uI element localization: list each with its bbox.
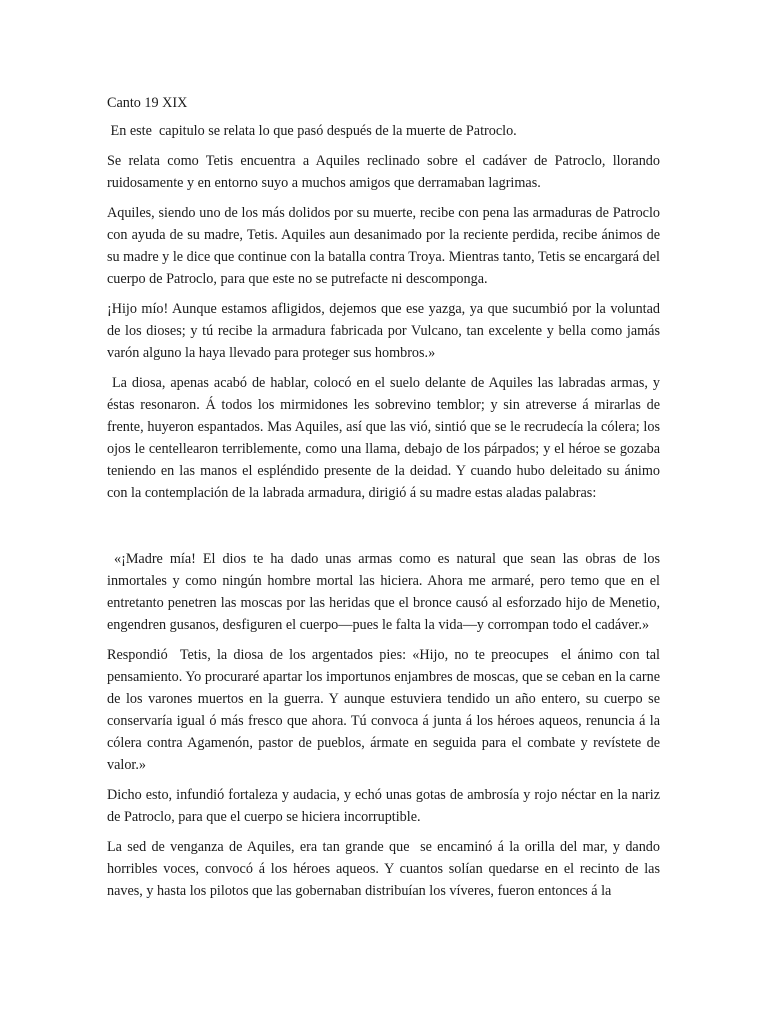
blank-gap — [107, 512, 660, 548]
paragraph-ambrosia: Dicho esto, infundió fortaleza y audacia, y echó unas gotas de ambrosía y rojo néctar en la nariz de Patroclo, para que el cuerpo se hiciera incorruptible. — [107, 787, 664, 825]
paragraph-tetis-reply: Respondió Tetis, la diosa de los argentados pies: «Hijo, no te preocupes el ánimo con tal pensamiento. Yo procuraré apartar los importunos enjambres de moscas, que se ceban en la carne de los varones muertos en la guerra. Y aunque estuviera tendido un año entero, su cuerpo se conservaría igual ó más fresco que ahora. Tú convoca á junta á los héroes aqueos, renuncia á la cólera contra Agamenón, pastor de pueblos, ármate en seguida para el combate y revístete de valor.» — [107, 647, 664, 773]
paragraph-intro: En este capitulo se relata lo que pasó después de la muerte de Patroclo. — [107, 123, 517, 139]
paragraph-aquiles-armor: Aquiles, siendo uno de los más dolidos por su muerte, recibe con pena las armaduras de Patroclo con ayuda de su madre, Tetis. Aquiles aun desanimado por la reciente perdida, recibe ánimos de su madre y le dice que continue con la batalla contra Troya. Mientras tanto, Tetis se encargará del cuerpo de Patroclo, para que este no se putrefacte ni descomponga. — [107, 205, 664, 287]
paragraph-tetis-speech: ¡Hijo mío! Aunque estamos afligidos, dejemos que ese yazga, ya que sucumbió por la voluntad de los dioses; y tú recibe la armadura fabricada por Vulcano, tan excelente y bella como jamás varón alguno la haya llevado para proteger sus hombros.» — [107, 301, 664, 361]
paragraph-aquiles-speech: «¡Madre mía! El dios te ha dado unas armas como es natural que sean las obras de los inmortales y como ningún hombre mortal las hiciera. Ahora me armaré, pero temo que en el entretanto penetren las moscas por las heridas que el bronce causó al esforzado hijo de Menetio, engendren gusanos, desfiguren el cuerpo—pues le falta la vida—y corrompan todo el cadáver.» — [107, 551, 664, 633]
paragraph-tetis-finds-aquiles: Se relata como Tetis encuentra a Aquiles reclinado sobre el cadáver de Patroclo, llorando ruidosamente y en entorno suyo a muchos amigos que derramaban lagrimas. — [107, 153, 664, 191]
document-title: Canto 19 XIX — [107, 95, 188, 111]
paragraph-goddess-arms: La diosa, apenas acabó de hablar, colocó en el suelo delante de Aquiles las labradas armas, y éstas resonaron. Á todos los mirmidones les sobrevino temblor; y sin atreverse á mirarlas de frente, huyeron espantados. Mas Aquiles, así que las vió, sintió que se le recrudecía la cólera; los ojos le centellearon terriblemente, como una llama, debajo de los párpados; y el héroe se gozaba teniendo en las manos el espléndido presente de la deidad. Y cuando hubo deleitado su ánimo con la contemplación de la labrada armadura, dirigió á su madre estas aladas palabras: — [107, 375, 664, 501]
paragraph-vengeance: La sed de venganza de Aquiles, era tan grande que se encaminó á la orilla del mar, y dando horribles voces, convocó á los héroes aqueos. Y cuantos solían quedarse en el recinto de las naves, y hasta los pilotos que las gobernaban distribuían los víveres, fueron entonces á la — [107, 839, 664, 899]
document-body — [107, 92, 664, 910]
